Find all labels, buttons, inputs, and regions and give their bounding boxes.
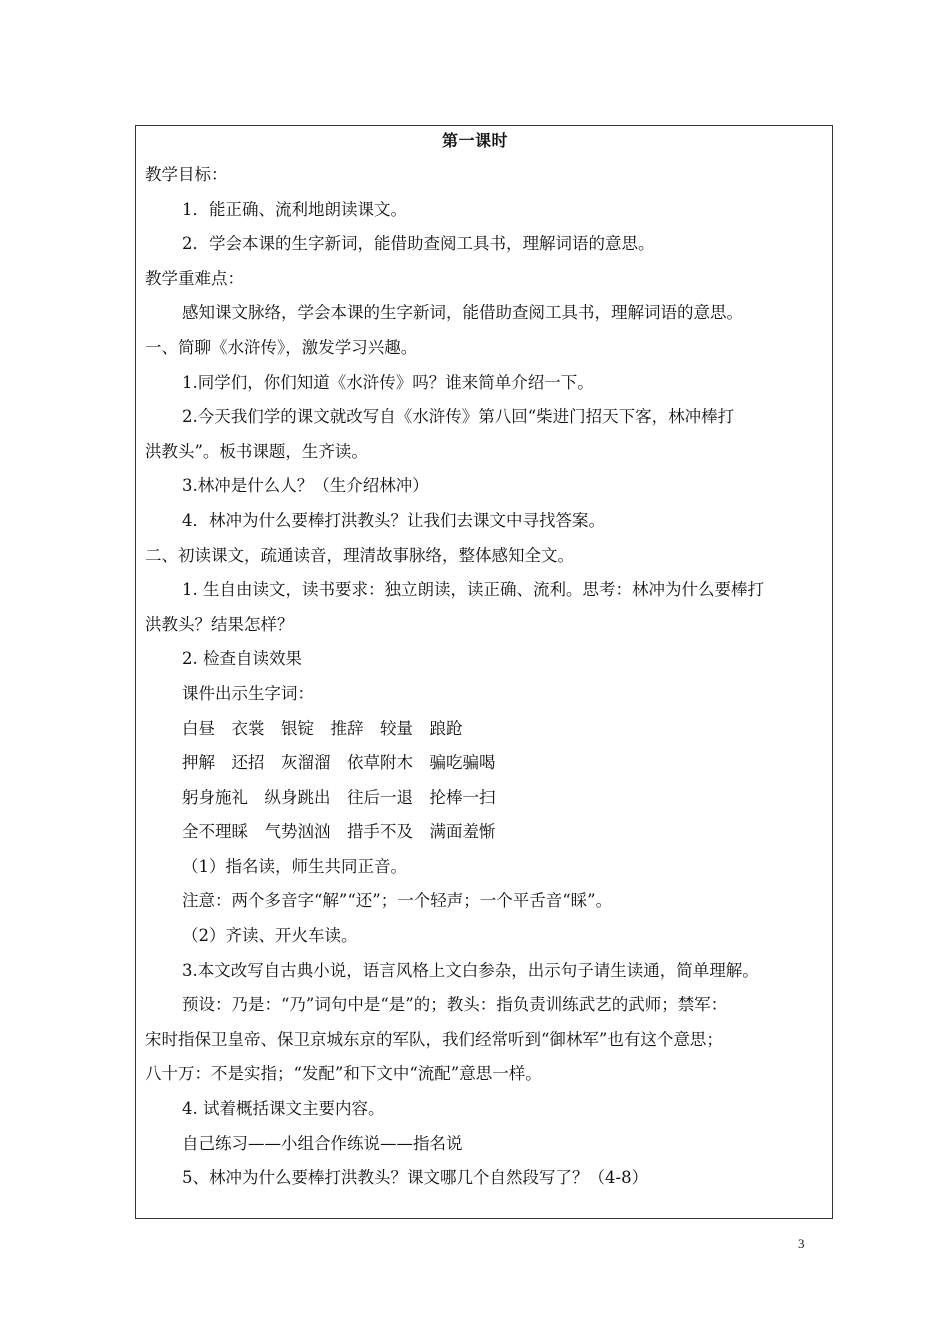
text-line: 自己练习——小组合作练说——指名说 xyxy=(182,1133,463,1153)
text-line: 课件出示生字词： xyxy=(182,683,314,703)
text-line: 5、林冲为什么要棒打洪教头？课文哪几个自然段写了？（4-8） xyxy=(182,1168,649,1188)
text-line: 押解 还招 灰溜溜 依草附木 骗吃骗喝 xyxy=(182,753,496,773)
text-line: 全不理睬 气势汹汹 措手不及 满面羞惭 xyxy=(182,822,496,842)
text-line: 1.同学们，你们知道《水浒传》吗？谁来简单介绍一下。 xyxy=(182,372,594,392)
text-line: 宋时指保卫皇帝、保卫京城东京的军队，我们经常听到“御林军”也有这个意思； xyxy=(145,1029,723,1049)
text-line: 洪教头？结果怎样？ xyxy=(145,614,294,634)
text-line: 2. 检查自读效果 xyxy=(182,649,302,669)
text-line: 八十万：不是实指；“发配”和下文中“流配”意思一样。 xyxy=(145,1064,542,1084)
text-line: 1. 生自由读文，读书要求：独立朗读，读正确、流利。思考：林冲为什么要棒打 xyxy=(182,580,764,600)
text-line: 二、初读课文，疏通读音，理清故事脉络，整体感知全文。 xyxy=(145,545,574,565)
text-line: （2）齐读、开火车读。 xyxy=(182,926,358,946)
text-line: 教学重难点： xyxy=(145,268,244,288)
text-line: 躬身施礼 纵身跳出 往后一退 抡棒一扫 xyxy=(182,787,496,807)
text-line: 注意：两个多音字“解”“还”；一个轻声；一个平舌音“睬”。 xyxy=(182,891,613,911)
text-line: 4. 试着概括课文主要内容。 xyxy=(182,1099,385,1119)
text-line: 3.本文改写自古典小说，语言风格上文白参杂，出示句子请生读通，简单理解。 xyxy=(182,960,759,980)
text-line: 预设：乃是：“乃”词句中是“是”的；教头：指负责训练武艺的武师；禁军： xyxy=(182,995,728,1015)
text-line: 2．学会本课的生字新词，能借助查阅工具书，理解词语的意思。 xyxy=(182,234,655,254)
text-line: 3.林冲是什么人？（生介绍林冲） xyxy=(182,476,429,496)
text-line: 2.今天我们学的课文就改写自《水浒传》第八回“柴进门招天下客，林冲棒打 xyxy=(182,407,735,427)
lesson-heading: 第一课时 xyxy=(441,131,508,150)
text-line: 感知课文脉络，学会本课的生字新词，能借助查阅工具书，理解词语的意思。 xyxy=(182,303,743,323)
text-line: 白昼 衣裳 银锭 推辞 较量 踉跄 xyxy=(182,718,463,738)
text-line: 4．林冲为什么要棒打洪教头？让我们去课文中寻找答案。 xyxy=(182,510,605,530)
lesson-content xyxy=(145,158,825,1196)
page-number: 3 xyxy=(798,1236,805,1251)
text-line: 一、简聊《水浒传》，激发学习兴趣。 xyxy=(145,337,418,357)
text-line: （1）指名读，师生共同正音。 xyxy=(182,856,407,876)
text-line: 教学目标： xyxy=(145,165,228,184)
text-line: 洪教头”。板书课题，生齐读。 xyxy=(145,441,368,461)
text-line: 1．能正确、流利地朗读课文。 xyxy=(182,199,407,219)
